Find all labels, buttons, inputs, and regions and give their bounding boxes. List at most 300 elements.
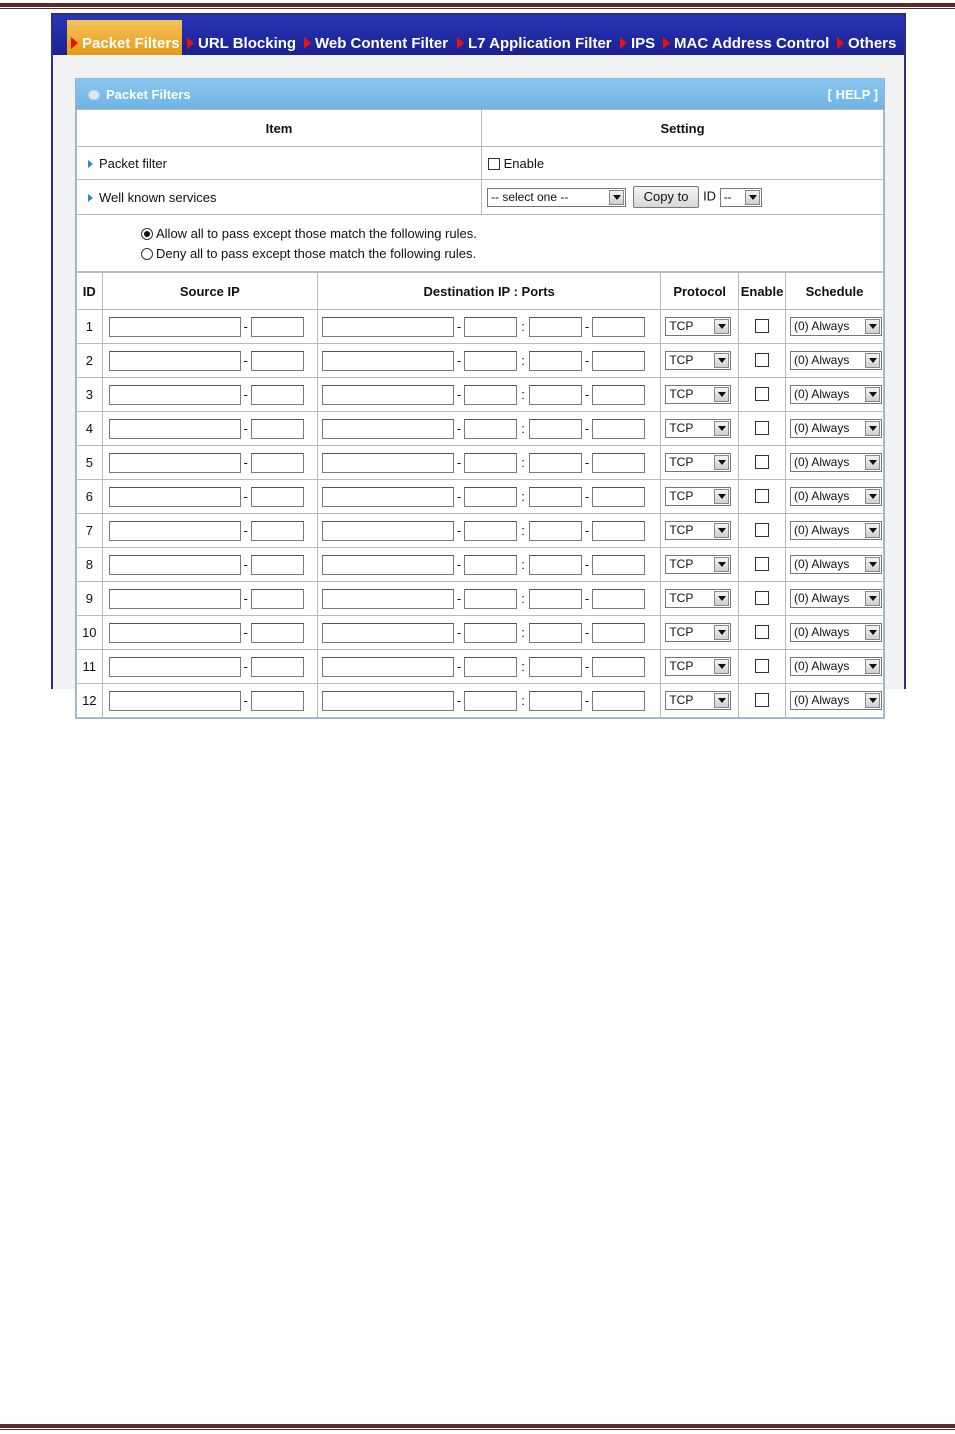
- rule-enable-checkbox[interactable]: [755, 489, 769, 503]
- dropdown-arrow-icon: [865, 659, 880, 674]
- protocol-select[interactable]: [665, 623, 731, 642]
- tab-mac-address-control[interactable]: [663, 32, 829, 55]
- protocol-value: TCP: [669, 693, 694, 707]
- rule-enable-checkbox[interactable]: [755, 319, 769, 333]
- source-ip-start-input[interactable]: [109, 555, 241, 575]
- source-ip-cell: [102, 344, 317, 378]
- id-label: ID: [703, 188, 717, 204]
- schedule-cell: [786, 344, 884, 378]
- dropdown-arrow-icon: [865, 523, 880, 538]
- dest-ip-start-input[interactable]: [322, 657, 454, 677]
- bullet-arrow-icon: [88, 160, 93, 168]
- destination-cell: [318, 480, 661, 514]
- rules-table: [76, 272, 884, 718]
- dest-port-end-input[interactable]: [592, 555, 645, 575]
- range-dash: -: [243, 557, 248, 572]
- rule-enable-checkbox[interactable]: [755, 659, 769, 673]
- rule-enable-checkbox[interactable]: [755, 625, 769, 639]
- rule-id: 11: [77, 650, 103, 684]
- rule-id: 1: [77, 310, 103, 344]
- protocol-select[interactable]: [665, 317, 731, 336]
- dest-ip-end-input[interactable]: [464, 657, 517, 677]
- dest-port-start-input[interactable]: [529, 487, 582, 507]
- rule-id: 2: [77, 344, 103, 378]
- source-ip-cell: [102, 378, 317, 412]
- range-dash: -: [243, 319, 248, 334]
- source-ip-start-input[interactable]: [109, 385, 241, 405]
- source-ip-cell: [102, 582, 317, 616]
- schedule-value: (0) Always: [794, 625, 850, 639]
- source-ip-end-input[interactable]: [251, 623, 304, 643]
- schedule-select[interactable]: [790, 317, 882, 336]
- protocol-value: TCP: [669, 319, 694, 333]
- tab-arrow-icon: [837, 37, 844, 49]
- protocol-cell: [661, 650, 739, 684]
- dest-port-start-input[interactable]: [529, 623, 582, 643]
- table-row: [77, 344, 884, 378]
- tab-url-blocking[interactable]: [187, 32, 296, 55]
- source-ip-start-input[interactable]: [109, 521, 241, 541]
- schedule-select[interactable]: [790, 589, 882, 608]
- dropdown-arrow-icon: [865, 693, 880, 708]
- dest-ip-end-input[interactable]: [464, 623, 517, 643]
- dest-port-end-input[interactable]: [592, 317, 645, 337]
- schedule-cell: [786, 582, 884, 616]
- table-row: [77, 582, 884, 616]
- schedule-value: (0) Always: [794, 591, 850, 605]
- destination-cell: [318, 378, 661, 412]
- enable-cell: [739, 412, 786, 446]
- dest-ip-end-input[interactable]: [464, 487, 517, 507]
- copy-to-button[interactable]: Copy to: [633, 186, 700, 208]
- document-bottom-rule-thin: [0, 1429, 955, 1430]
- protocol-select[interactable]: [665, 657, 731, 676]
- schedule-cell: [786, 480, 884, 514]
- help-link[interactable]: [ HELP ]: [827, 87, 878, 102]
- schedule-cell: [786, 650, 884, 684]
- source-ip-start-input[interactable]: [109, 351, 241, 371]
- dropdown-arrow-icon: [865, 421, 880, 436]
- range-dash: -: [243, 353, 248, 368]
- protocol-select[interactable]: [665, 453, 731, 472]
- schedule-value: (0) Always: [794, 659, 850, 673]
- source-ip-end-input[interactable]: [251, 419, 304, 439]
- protocol-select[interactable]: [665, 555, 731, 574]
- dropdown-arrow-icon: [714, 489, 729, 504]
- dropdown-arrow-icon: [865, 625, 880, 640]
- schedule-select[interactable]: [790, 487, 882, 506]
- rule-id: 10: [77, 616, 103, 650]
- range-dash: -: [243, 625, 248, 640]
- source-ip-end-input[interactable]: [251, 691, 304, 711]
- tab-label: Others: [848, 35, 897, 52]
- schedule-value: (0) Always: [794, 387, 850, 401]
- source-ip-start-input[interactable]: [109, 453, 241, 473]
- dest-ip-end-input[interactable]: [464, 691, 517, 711]
- rule-id: 9: [77, 582, 103, 616]
- protocol-select[interactable]: [665, 521, 731, 540]
- dest-ip-start-input[interactable]: [322, 453, 454, 473]
- allow-option[interactable]: [141, 226, 882, 241]
- tab-arrow-icon: [457, 37, 464, 49]
- protocol-cell: [661, 310, 739, 344]
- range-dash: -: [456, 591, 462, 606]
- rules-schedule-header: Schedule: [786, 273, 884, 310]
- destination-cell: [318, 548, 661, 582]
- tab-label: Packet Filters: [82, 35, 180, 52]
- rules-id-header: ID: [77, 273, 103, 310]
- schedule-select[interactable]: [790, 623, 882, 642]
- source-ip-start-input[interactable]: [109, 487, 241, 507]
- tab-arrow-icon: [187, 37, 194, 49]
- schedule-select[interactable]: [790, 555, 882, 574]
- schedule-value: (0) Always: [794, 353, 850, 367]
- source-ip-cell: [102, 412, 317, 446]
- schedule-cell: [786, 446, 884, 480]
- policy-cell: [77, 215, 884, 272]
- dest-port-end-input[interactable]: [592, 657, 645, 677]
- protocol-select[interactable]: [665, 351, 731, 370]
- protocol-select[interactable]: [665, 691, 731, 710]
- policy-row: [77, 215, 884, 272]
- dest-ip-start-input[interactable]: [322, 351, 454, 371]
- source-ip-start-input[interactable]: [109, 657, 241, 677]
- dest-port-start-input[interactable]: [529, 521, 582, 541]
- range-dash: -: [456, 523, 462, 538]
- tab-packet-filters[interactable]: [67, 20, 182, 55]
- tab-web-content-filter[interactable]: [304, 32, 448, 55]
- dropdown-arrow-icon: [865, 557, 880, 572]
- dest-ip-end-input[interactable]: [464, 453, 517, 473]
- table-row: [77, 310, 884, 344]
- dest-port-end-input[interactable]: [592, 623, 645, 643]
- range-dash: -: [584, 353, 590, 368]
- dest-port-start-input[interactable]: [529, 691, 582, 711]
- dropdown-arrow-icon: [714, 591, 729, 606]
- protocol-select[interactable]: [665, 419, 731, 438]
- enable-cell: [739, 344, 786, 378]
- dest-port-start-input[interactable]: [529, 385, 582, 405]
- range-dash: -: [584, 557, 590, 572]
- protocol-cell: [661, 378, 739, 412]
- rules-enable-header: Enable: [739, 273, 786, 310]
- schedule-cell: [786, 378, 884, 412]
- dest-port-start-input[interactable]: [529, 657, 582, 677]
- rule-enable-checkbox[interactable]: [755, 523, 769, 537]
- source-ip-start-input[interactable]: [109, 589, 241, 609]
- dest-ip-start-input[interactable]: [322, 521, 454, 541]
- dest-port-end-input[interactable]: [592, 521, 645, 541]
- rule-id: 8: [77, 548, 103, 582]
- table-row: [77, 412, 884, 446]
- tab-label: L7 Application Filter: [468, 35, 612, 52]
- packet-filter-label-cell: [77, 147, 482, 180]
- dest-ip-start-input[interactable]: [322, 555, 454, 575]
- table-row: [77, 684, 884, 718]
- range-dash: -: [243, 591, 248, 606]
- schedule-select[interactable]: [790, 351, 882, 370]
- range-dash: -: [584, 421, 590, 436]
- protocol-value: TCP: [669, 455, 694, 469]
- schedule-select[interactable]: [790, 453, 882, 472]
- enable-cell: [739, 582, 786, 616]
- deny-option[interactable]: [141, 246, 882, 261]
- document-top-rule-thin: [0, 8, 955, 9]
- dest-ip-start-input[interactable]: [322, 317, 454, 337]
- range-dash: -: [243, 455, 248, 470]
- range-dash: -: [584, 489, 590, 504]
- source-ip-end-input[interactable]: [251, 657, 304, 677]
- dropdown-arrow-icon: [714, 523, 729, 538]
- tab-arrow-icon: [304, 37, 311, 49]
- packet-filter-row: [77, 147, 884, 180]
- protocol-cell: [661, 548, 739, 582]
- well-known-label: Well known services: [99, 189, 217, 205]
- source-ip-start-input[interactable]: [109, 691, 241, 711]
- range-dash: -: [584, 591, 590, 606]
- schedule-cell: [786, 412, 884, 446]
- packet-filter-label: Packet filter: [99, 155, 167, 171]
- deny-radio[interactable]: [141, 248, 153, 260]
- schedule-cell: [786, 514, 884, 548]
- dest-ip-start-input[interactable]: [322, 385, 454, 405]
- dest-ip-end-input[interactable]: [464, 521, 517, 541]
- enable-cell: [739, 684, 786, 718]
- dest-port-start-input[interactable]: [529, 453, 582, 473]
- destination-cell: [318, 514, 661, 548]
- rule-enable-checkbox[interactable]: [755, 591, 769, 605]
- protocol-value: TCP: [669, 591, 694, 605]
- copy-id-select-value: --: [723, 189, 732, 204]
- source-ip-cell: [102, 616, 317, 650]
- service-select[interactable]: [487, 188, 626, 207]
- range-dash: -: [584, 319, 590, 334]
- enable-cell: [739, 650, 786, 684]
- schedule-value: (0) Always: [794, 489, 850, 503]
- rule-enable-checkbox[interactable]: [755, 387, 769, 401]
- source-ip-cell: [102, 650, 317, 684]
- dropdown-arrow-icon: [865, 319, 880, 334]
- dest-port-end-input[interactable]: [592, 589, 645, 609]
- port-colon: :: [521, 659, 525, 674]
- enable-cell: [739, 480, 786, 514]
- protocol-value: TCP: [669, 659, 694, 673]
- rule-id: 6: [77, 480, 103, 514]
- enable-cell: [739, 310, 786, 344]
- port-colon: :: [521, 591, 525, 606]
- rule-id: 3: [77, 378, 103, 412]
- tab-label: MAC Address Control: [674, 35, 830, 52]
- table-row: [77, 446, 884, 480]
- schedule-value: (0) Always: [794, 421, 850, 435]
- dest-ip-end-input[interactable]: [464, 317, 517, 337]
- table-row: [77, 650, 884, 684]
- range-dash: -: [243, 421, 248, 436]
- panel-title: Packet Filters: [106, 87, 191, 102]
- dest-ip-end-input[interactable]: [464, 385, 517, 405]
- enable-cell: [739, 514, 786, 548]
- port-colon: :: [521, 387, 525, 402]
- source-ip-end-input[interactable]: [251, 589, 304, 609]
- dest-port-end-input[interactable]: [592, 385, 645, 405]
- schedule-select[interactable]: [790, 691, 882, 710]
- dropdown-arrow-icon: [714, 421, 729, 436]
- protocol-cell: [661, 480, 739, 514]
- range-dash: -: [456, 421, 462, 436]
- tab-others[interactable]: [837, 32, 896, 55]
- range-dash: -: [243, 489, 248, 504]
- port-colon: :: [521, 489, 525, 504]
- schedule-select[interactable]: [790, 385, 882, 404]
- tab-arrow-icon: [71, 37, 78, 49]
- dropdown-arrow-icon: [745, 190, 760, 205]
- table-row: [77, 548, 884, 582]
- range-dash: -: [456, 353, 462, 368]
- protocol-value: TCP: [669, 353, 694, 367]
- range-dash: -: [243, 693, 248, 708]
- range-dash: -: [456, 319, 462, 334]
- schedule-select[interactable]: [790, 419, 882, 438]
- dest-ip-start-input[interactable]: [322, 691, 454, 711]
- protocol-select[interactable]: [665, 487, 731, 506]
- dropdown-arrow-icon: [865, 387, 880, 402]
- rules-destination-header: Destination IP : Ports: [318, 273, 661, 310]
- rule-id: 12: [77, 684, 103, 718]
- protocol-value: TCP: [669, 387, 694, 401]
- settings-table: [76, 109, 884, 272]
- rule-id: 7: [77, 514, 103, 548]
- rule-enable-checkbox[interactable]: [755, 693, 769, 707]
- allow-radio[interactable]: [141, 228, 153, 240]
- dest-ip-end-input[interactable]: [464, 589, 517, 609]
- dest-port-end-input[interactable]: [592, 691, 645, 711]
- destination-cell: [318, 582, 661, 616]
- dest-port-end-input[interactable]: [592, 487, 645, 507]
- protocol-cell: [661, 684, 739, 718]
- source-ip-start-input[interactable]: [109, 419, 241, 439]
- firewall-tab-bar: [53, 15, 904, 55]
- protocol-select[interactable]: [665, 385, 731, 404]
- source-ip-end-input[interactable]: [251, 317, 304, 337]
- source-ip-cell: [102, 684, 317, 718]
- enable-cell: [739, 616, 786, 650]
- dest-port-start-input[interactable]: [529, 589, 582, 609]
- schedule-select[interactable]: [790, 657, 882, 676]
- range-dash: -: [243, 659, 248, 674]
- dest-port-end-input[interactable]: [592, 453, 645, 473]
- source-ip-cell: [102, 548, 317, 582]
- dest-port-start-input[interactable]: [529, 555, 582, 575]
- rule-enable-checkbox[interactable]: [755, 557, 769, 571]
- router-ui-frame: [51, 13, 906, 708]
- col-item-header: Item: [77, 110, 482, 147]
- range-dash: -: [456, 693, 462, 708]
- dest-ip-end-input[interactable]: [464, 419, 517, 439]
- table-row: [77, 616, 884, 650]
- dropdown-arrow-icon: [714, 625, 729, 640]
- range-dash: -: [456, 659, 462, 674]
- destination-cell: [318, 684, 661, 718]
- well-known-setting-cell: [482, 180, 884, 215]
- enable-label: Enable: [503, 155, 545, 171]
- source-ip-end-input[interactable]: [251, 555, 304, 575]
- tab-arrow-icon: [620, 37, 627, 49]
- service-select-value: -- select one --: [491, 189, 569, 204]
- protocol-value: TCP: [669, 557, 694, 571]
- schedule-select[interactable]: [790, 521, 882, 540]
- dest-ip-end-input[interactable]: [464, 351, 517, 371]
- protocol-select[interactable]: [665, 589, 731, 608]
- tab-l7-application-filter[interactable]: [457, 32, 612, 55]
- copy-id-select[interactable]: [720, 188, 762, 207]
- port-colon: :: [521, 455, 525, 470]
- range-dash: -: [456, 625, 462, 640]
- tab-ips[interactable]: [620, 32, 655, 55]
- rule-id: 5: [77, 446, 103, 480]
- document-bottom-rule: [0, 1424, 955, 1428]
- source-ip-start-input[interactable]: [109, 623, 241, 643]
- table-row: [77, 378, 884, 412]
- dest-ip-start-input[interactable]: [322, 419, 454, 439]
- source-ip-end-input[interactable]: [251, 385, 304, 405]
- bullet-arrow-icon: [88, 194, 93, 202]
- dropdown-arrow-icon: [865, 353, 880, 368]
- range-dash: -: [456, 489, 462, 504]
- dest-ip-start-input[interactable]: [322, 623, 454, 643]
- source-ip-cell: [102, 480, 317, 514]
- source-ip-start-input[interactable]: [109, 317, 241, 337]
- port-colon: :: [521, 353, 525, 368]
- schedule-value: (0) Always: [794, 319, 850, 333]
- source-ip-end-input[interactable]: [251, 351, 304, 371]
- dest-port-start-input[interactable]: [529, 419, 582, 439]
- rule-id: 4: [77, 412, 103, 446]
- tab-label: URL Blocking: [198, 35, 297, 52]
- source-ip-end-input[interactable]: [251, 487, 304, 507]
- protocol-value: TCP: [669, 421, 694, 435]
- panel-bullet-icon: [88, 90, 100, 100]
- range-dash: -: [456, 455, 462, 470]
- dest-ip-end-input[interactable]: [464, 555, 517, 575]
- port-colon: :: [521, 625, 525, 640]
- rule-enable-checkbox[interactable]: [755, 455, 769, 469]
- dest-port-start-input[interactable]: [529, 317, 582, 337]
- source-ip-end-input[interactable]: [251, 521, 304, 541]
- packet-filter-enable-checkbox[interactable]: [488, 158, 500, 170]
- rule-enable-checkbox[interactable]: [755, 353, 769, 367]
- protocol-cell: [661, 344, 739, 378]
- range-dash: -: [584, 659, 590, 674]
- document-top-rule: [0, 3, 955, 7]
- dropdown-arrow-icon: [714, 659, 729, 674]
- schedule-value: (0) Always: [794, 693, 850, 707]
- source-ip-end-input[interactable]: [251, 453, 304, 473]
- destination-cell: [318, 344, 661, 378]
- dest-port-end-input[interactable]: [592, 351, 645, 371]
- dest-port-start-input[interactable]: [529, 351, 582, 371]
- dest-ip-start-input[interactable]: [322, 589, 454, 609]
- schedule-value: (0) Always: [794, 557, 850, 571]
- dest-ip-start-input[interactable]: [322, 487, 454, 507]
- rules-body: [77, 310, 884, 718]
- dropdown-arrow-icon: [865, 591, 880, 606]
- port-colon: :: [521, 693, 525, 708]
- rule-enable-checkbox[interactable]: [755, 421, 769, 435]
- panel-header: [76, 79, 884, 109]
- dest-port-end-input[interactable]: [592, 419, 645, 439]
- protocol-cell: [661, 616, 739, 650]
- range-dash: -: [584, 387, 590, 402]
